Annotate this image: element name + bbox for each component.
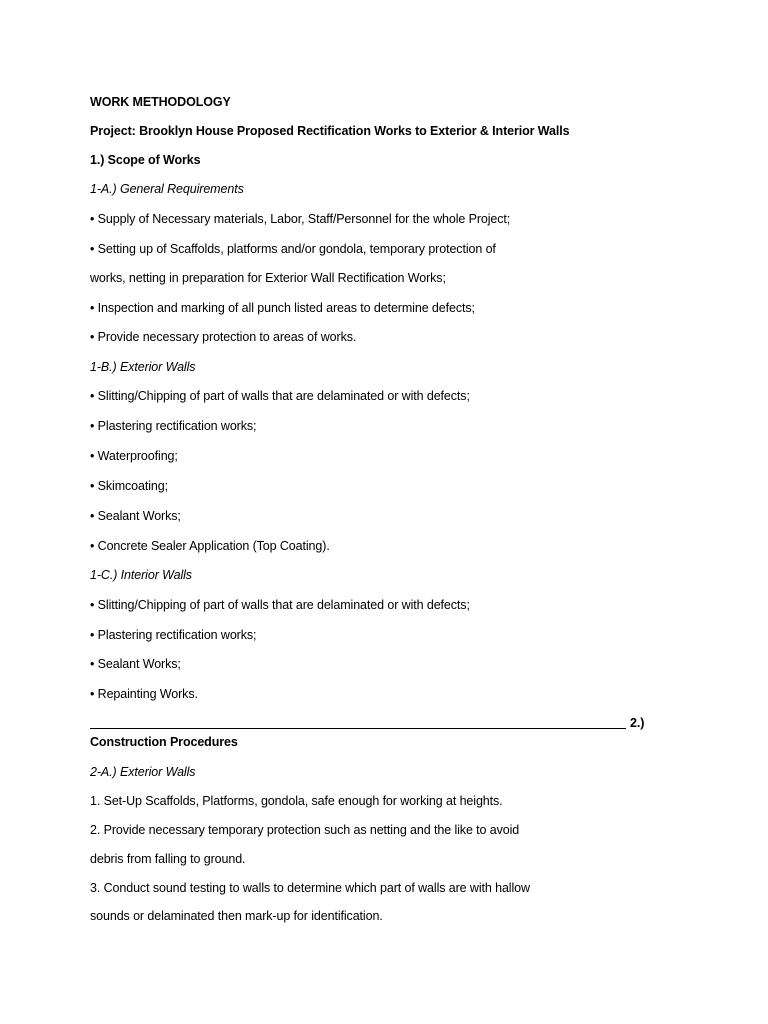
general-requirements-heading: 1-A.) General Requirements [90,182,244,196]
interior-item: • Plastering rectification works; [90,628,257,642]
general-item: • Supply of Necessary materials, Labor, Staff/Personnel for the whole Project; [90,212,511,226]
procedure-line: 3. Conduct sound testing to walls to determine which part of walls are with hallow [90,881,530,895]
general-item: • Inspection and marking of all punch listed areas to determine defects; [90,301,475,315]
interior-item: • Repainting Works. [90,687,198,701]
horizontal-rule [90,728,626,729]
exterior-item: • Slitting/Chipping of part of walls that are delaminated or with defects; [90,389,470,403]
exterior-item: • Plastering rectification works; [90,419,257,433]
exterior-item: • Sealant Works; [90,509,181,523]
procedures-exterior-heading: 2-A.) Exterior Walls [90,765,196,779]
procedure-line: sounds or delaminated then mark-up for identification. [90,909,383,923]
exterior-item: • Skimcoating; [90,479,169,493]
section-heading: Construction Procedures [90,735,238,749]
interior-walls-heading: 1-C.) Interior Walls [90,568,192,582]
scope-heading: 1.) Scope of Works [90,153,201,167]
interior-item: • Sealant Works; [90,657,181,671]
procedure-line: 2. Provide necessary temporary protection such as netting and the like to avoid [90,823,520,837]
general-item: works, netting in preparation for Exterior Wall Rectification Works; [90,271,446,285]
general-item: • Provide necessary protection to areas of works. [90,330,357,344]
exterior-walls-heading: 1-B.) Exterior Walls [90,360,196,374]
procedure-line: debris from falling to ground. [90,852,246,866]
document-title: WORK METHODOLOGY [90,95,231,109]
exterior-item: • Waterproofing; [90,449,178,463]
exterior-item: • Concrete Sealer Application (Top Coating). [90,539,330,553]
project-title: Project: Brooklyn House Proposed Rectification Works to Exterior & Interior Walls [90,124,570,138]
procedure-line: 1. Set-Up Scaffolds, Platforms, gondola, safe enough for working at heights. [90,794,503,808]
general-item: • Setting up of Scaffolds, platforms and/or gondola, temporary protection of [90,242,496,256]
section-number: 2.) [630,716,645,730]
interior-item: • Slitting/Chipping of part of walls that are delaminated or with defects; [90,598,470,612]
